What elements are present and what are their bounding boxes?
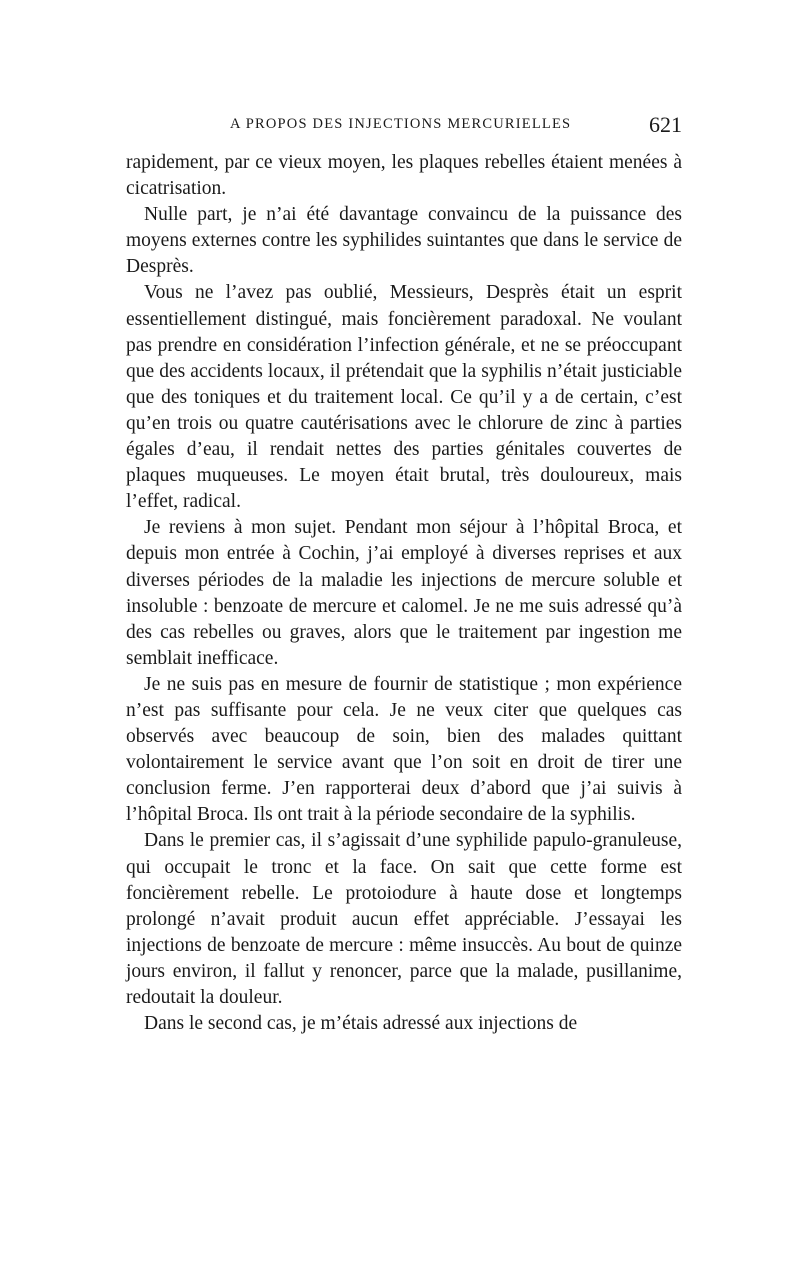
paragraph: Je ne suis pas en mesure de fournir de statistique ; mon expérience n’est pas suffisante pour cela. Je ne veux citer que quelques cas observés avec beaucoup de soin, bien des malades quittant volontairement le service avant que l’on soit en droit de tirer une conclusion ferme. J’en rapporterai deux d’abord que j’ai suivis à l’hôpital Broca. Ils ont trait à la période secondaire de la syphilis. [126,673,682,826]
running-title: A PROPOS DES INJECTIONS MERCURIELLES [230,116,572,132]
paragraph: Je reviens à mon sujet. Pendant mon séjour à l’hôpital Broca, et depuis mon entrée à Cochin, j’ai employé à diverses reprises et aux diverses périodes de la maladie les injections de mercure soluble et insoluble : benzoate de mercure et calomel. Je ne me suis adressé qu’à des cas rebelles ou graves, alors que le traitement par ingestion me semblait inefficace. [126,517,682,669]
paragraph: Dans le premier cas, il s’agissait d’une syphilide papulo-granuleuse, qui occupait le tronc et la face. On sait que cette forme est foncièrement rebelle. Le protoiodure à haute dose et longtemps prolongé n’avait produit aucun effet appréciable. J’essayai les injections de benzoate de mercure : même insuccès. Au bout de quinze jours environ, il fallut y renoncer, parce que la malade, pusillanime, redoutait la douleur. [126,830,682,1008]
paragraph: Dans le second cas, je m’étais adressé aux injections de [144,1013,578,1035]
paragraph: Vous ne l’avez pas oublié, Messieurs, Desprès était un esprit essentiellement distingué, mais foncièrement paradoxal. Ne voulant pas prendre en considération l’infection générale, et ne se préoccupant que des accidents locaux, il prétendait que la syphilis n’était justiciable que des toniques et du traitement local. Ce qu’il y a de certain, c’est qu’en trois ou quatre cautérisations avec le chlorure de zinc à parties égales d’eau, il rendait nettes des parties génitales couvertes de plaques muqueuses. Le moyen était brutal, très douloureux, mais l’effet, radical. [126,282,682,513]
paragraph: Nulle part, je n’ai été davantage convaincu de la puissance des moyens externes contre les syphilides suintantes que dans le service de Desprès. [126,204,682,278]
body-text [126,150,682,1037]
running-head [126,112,682,140]
paragraph-continuation: rapidement, par ce vieux moyen, les plaques rebelles étaient menées à cicatrisation. [126,152,682,200]
page-number: 621 [649,112,682,137]
